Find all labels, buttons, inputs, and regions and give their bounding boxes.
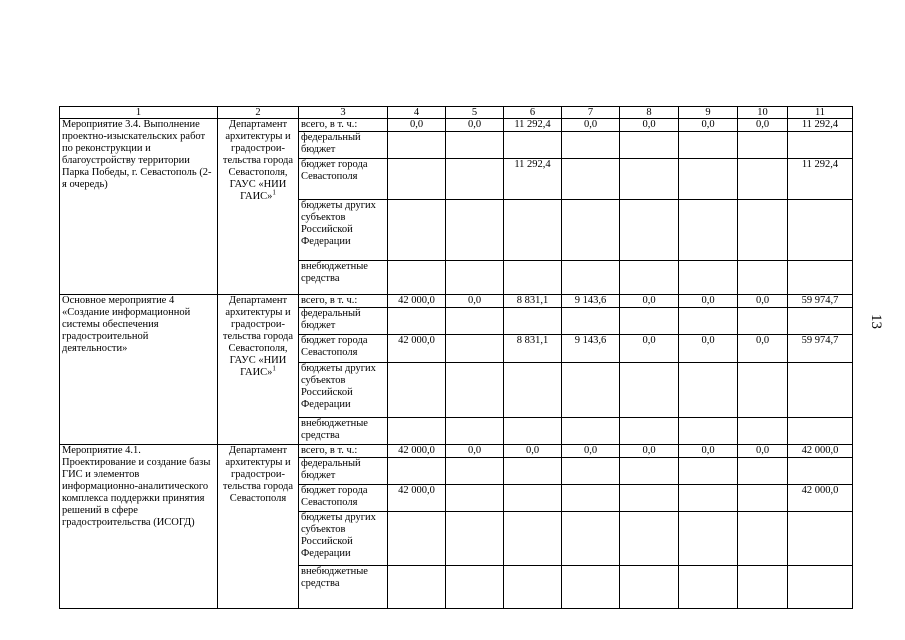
amount-cell — [620, 308, 679, 335]
activity-name: Основное мероприятие 4 «Создание информационной системы обеспечения градостроительной деятельности» — [60, 295, 218, 445]
funding-source: бюджеты других субъектов Российской Федерации — [299, 200, 388, 261]
department-name: Департамент архитектуры и градострои-тельства города Севастополя, ГАУС «НИИ ГАИС» — [222, 295, 294, 378]
amount-cell: 0,0 — [679, 335, 738, 363]
amount-cell — [679, 363, 738, 418]
amount-cell — [738, 566, 788, 609]
amount-cell — [446, 418, 504, 445]
funding-source: федеральный бюджет — [299, 132, 388, 159]
column-header-10: 10 — [738, 107, 788, 119]
amount-cell — [620, 363, 679, 418]
amount-cell: 0,0 — [620, 445, 679, 458]
amount-cell: 0,0 — [679, 119, 738, 132]
amount-cell — [788, 512, 853, 566]
amount-cell — [788, 418, 853, 445]
amount-cell: 11 292,4 — [504, 159, 562, 200]
amount-cell — [620, 512, 679, 566]
column-header-2: 2 — [218, 107, 299, 119]
amount-cell — [738, 363, 788, 418]
amount-cell: 11 292,4 — [788, 119, 853, 132]
amount-cell: 0,0 — [679, 445, 738, 458]
amount-cell: 0,0 — [620, 295, 679, 308]
amount-cell — [446, 159, 504, 200]
amount-cell — [446, 512, 504, 566]
funding-source: всего, в т. ч.: — [299, 295, 388, 308]
amount-cell: 0,0 — [738, 295, 788, 308]
column-header-7: 7 — [562, 107, 620, 119]
amount-cell — [562, 159, 620, 200]
amount-cell — [388, 308, 446, 335]
amount-cell — [738, 200, 788, 261]
activity-name: Мероприятие 4.1. Проектирование и создание базы ГИС и элементов информационно-аналитического комплекса поддержки принятия решений в сфере градостроительства (ИСОГД) — [60, 445, 218, 609]
table-row — [60, 445, 853, 458]
amount-cell: 0,0 — [562, 445, 620, 458]
department-name: Департамент архитектуры и градострои-тельства города Севастополя, ГАУС «НИИ ГАИС» — [222, 119, 294, 202]
amount-cell: 59 974,7 — [788, 295, 853, 308]
amount-cell — [504, 261, 562, 295]
table-row — [60, 119, 853, 132]
amount-cell — [679, 512, 738, 566]
amount-cell — [788, 261, 853, 295]
amount-cell — [620, 458, 679, 485]
funding-source: бюджет города Севастополя — [299, 159, 388, 200]
amount-cell — [788, 132, 853, 159]
amount-cell — [788, 200, 853, 261]
budget-table — [59, 106, 853, 609]
column-header-6: 6 — [504, 107, 562, 119]
amount-cell — [788, 308, 853, 335]
funding-source: внебюджетные средства — [299, 418, 388, 445]
amount-cell — [620, 485, 679, 512]
amount-cell — [679, 159, 738, 200]
amount-cell: 42 000,0 — [388, 485, 446, 512]
page-number: 13 — [868, 314, 884, 329]
amount-cell: 42 000,0 — [388, 295, 446, 308]
amount-cell: 42 000,0 — [388, 335, 446, 363]
amount-cell — [446, 261, 504, 295]
amount-cell — [446, 200, 504, 261]
department-cell — [218, 295, 299, 445]
amount-cell — [620, 200, 679, 261]
amount-cell — [504, 512, 562, 566]
funding-source: бюджет города Севастополя — [299, 335, 388, 363]
amount-cell — [388, 418, 446, 445]
table-row — [60, 295, 853, 308]
amount-cell — [562, 200, 620, 261]
amount-cell: 0,0 — [388, 119, 446, 132]
amount-cell — [446, 566, 504, 609]
amount-cell — [679, 418, 738, 445]
funding-source: бюджеты других субъектов Российской Федерации — [299, 363, 388, 418]
amount-cell: 9 143,6 — [562, 335, 620, 363]
column-header-5: 5 — [446, 107, 504, 119]
amount-cell: 0,0 — [446, 295, 504, 308]
amount-cell: 0,0 — [446, 119, 504, 132]
amount-cell: 42 000,0 — [788, 485, 853, 512]
amount-cell: 0,0 — [738, 445, 788, 458]
amount-cell — [738, 308, 788, 335]
amount-cell — [620, 261, 679, 295]
amount-cell — [679, 308, 738, 335]
amount-cell — [679, 261, 738, 295]
amount-cell — [738, 418, 788, 445]
amount-cell — [620, 132, 679, 159]
column-header-9: 9 — [679, 107, 738, 119]
amount-cell — [504, 132, 562, 159]
amount-cell: 0,0 — [562, 119, 620, 132]
amount-cell: 0,0 — [446, 445, 504, 458]
amount-cell — [788, 363, 853, 418]
footnote-marker: 1 — [272, 188, 276, 197]
amount-cell: 59 974,7 — [788, 335, 853, 363]
amount-cell — [562, 566, 620, 609]
amount-cell — [788, 566, 853, 609]
column-header-4: 4 — [388, 107, 446, 119]
amount-cell — [562, 132, 620, 159]
amount-cell — [738, 159, 788, 200]
amount-cell — [504, 458, 562, 485]
column-header-1: 1 — [60, 107, 218, 119]
amount-cell: 42 000,0 — [788, 445, 853, 458]
amount-cell — [446, 485, 504, 512]
amount-cell — [679, 200, 738, 261]
amount-cell — [738, 261, 788, 295]
amount-cell — [738, 132, 788, 159]
amount-cell — [679, 458, 738, 485]
column-header-3: 3 — [299, 107, 388, 119]
amount-cell — [738, 485, 788, 512]
department-cell — [218, 445, 299, 609]
amount-cell — [562, 512, 620, 566]
amount-cell — [504, 308, 562, 335]
amount-cell: 0,0 — [504, 445, 562, 458]
header-row — [60, 107, 853, 119]
amount-cell — [562, 485, 620, 512]
amount-cell: 11 292,4 — [788, 159, 853, 200]
funding-source: бюджет города Севастополя — [299, 485, 388, 512]
amount-cell — [388, 200, 446, 261]
amount-cell — [388, 132, 446, 159]
amount-cell — [388, 159, 446, 200]
amount-cell: 0,0 — [738, 119, 788, 132]
amount-cell — [388, 512, 446, 566]
amount-cell: 0,0 — [620, 335, 679, 363]
column-header-11: 11 — [788, 107, 853, 119]
amount-cell — [446, 363, 504, 418]
amount-cell — [562, 363, 620, 418]
footnote-marker: 1 — [272, 364, 276, 373]
amount-cell — [562, 458, 620, 485]
amount-cell: 11 292,4 — [504, 119, 562, 132]
amount-cell — [388, 566, 446, 609]
amount-cell — [446, 132, 504, 159]
amount-cell — [679, 485, 738, 512]
activity-name: Мероприятие 3.4. Выполнение проектно-изыскательских работ по реконструкции и благоустройству территории Парка Победы, г. Севастополь (2-я очередь) — [60, 119, 218, 295]
amount-cell: 0,0 — [679, 295, 738, 308]
amount-cell: 42 000,0 — [388, 445, 446, 458]
amount-cell — [679, 132, 738, 159]
amount-cell — [738, 458, 788, 485]
amount-cell — [562, 261, 620, 295]
funding-source: внебюджетные средства — [299, 261, 388, 295]
funding-source: всего, в т. ч.: — [299, 445, 388, 458]
amount-cell: 9 143,6 — [562, 295, 620, 308]
amount-cell — [504, 418, 562, 445]
funding-source: федеральный бюджет — [299, 308, 388, 335]
amount-cell — [562, 418, 620, 445]
funding-source: федеральный бюджет — [299, 458, 388, 485]
amount-cell — [620, 566, 679, 609]
amount-cell: 8 831,1 — [504, 335, 562, 363]
department-cell — [218, 119, 299, 295]
amount-cell — [788, 458, 853, 485]
amount-cell — [562, 308, 620, 335]
amount-cell: 0,0 — [738, 335, 788, 363]
amount-cell — [620, 418, 679, 445]
amount-cell — [620, 159, 679, 200]
amount-cell — [504, 485, 562, 512]
funding-source: бюджеты других субъектов Российской Федерации — [299, 512, 388, 566]
amount-cell — [388, 261, 446, 295]
funding-source: внебюджетные средства — [299, 566, 388, 609]
amount-cell — [446, 458, 504, 485]
amount-cell — [504, 566, 562, 609]
amount-cell — [388, 458, 446, 485]
amount-cell — [504, 363, 562, 418]
amount-cell: 0,0 — [620, 119, 679, 132]
amount-cell — [504, 200, 562, 261]
amount-cell — [388, 363, 446, 418]
department-name: Департамент архитектуры и градострои-тельства города Севастополя — [222, 445, 294, 504]
column-header-8: 8 — [620, 107, 679, 119]
funding-source: всего, в т. ч.: — [299, 119, 388, 132]
amount-cell: 8 831,1 — [504, 295, 562, 308]
amount-cell — [738, 512, 788, 566]
amount-cell — [679, 566, 738, 609]
amount-cell — [446, 308, 504, 335]
amount-cell — [446, 335, 504, 363]
